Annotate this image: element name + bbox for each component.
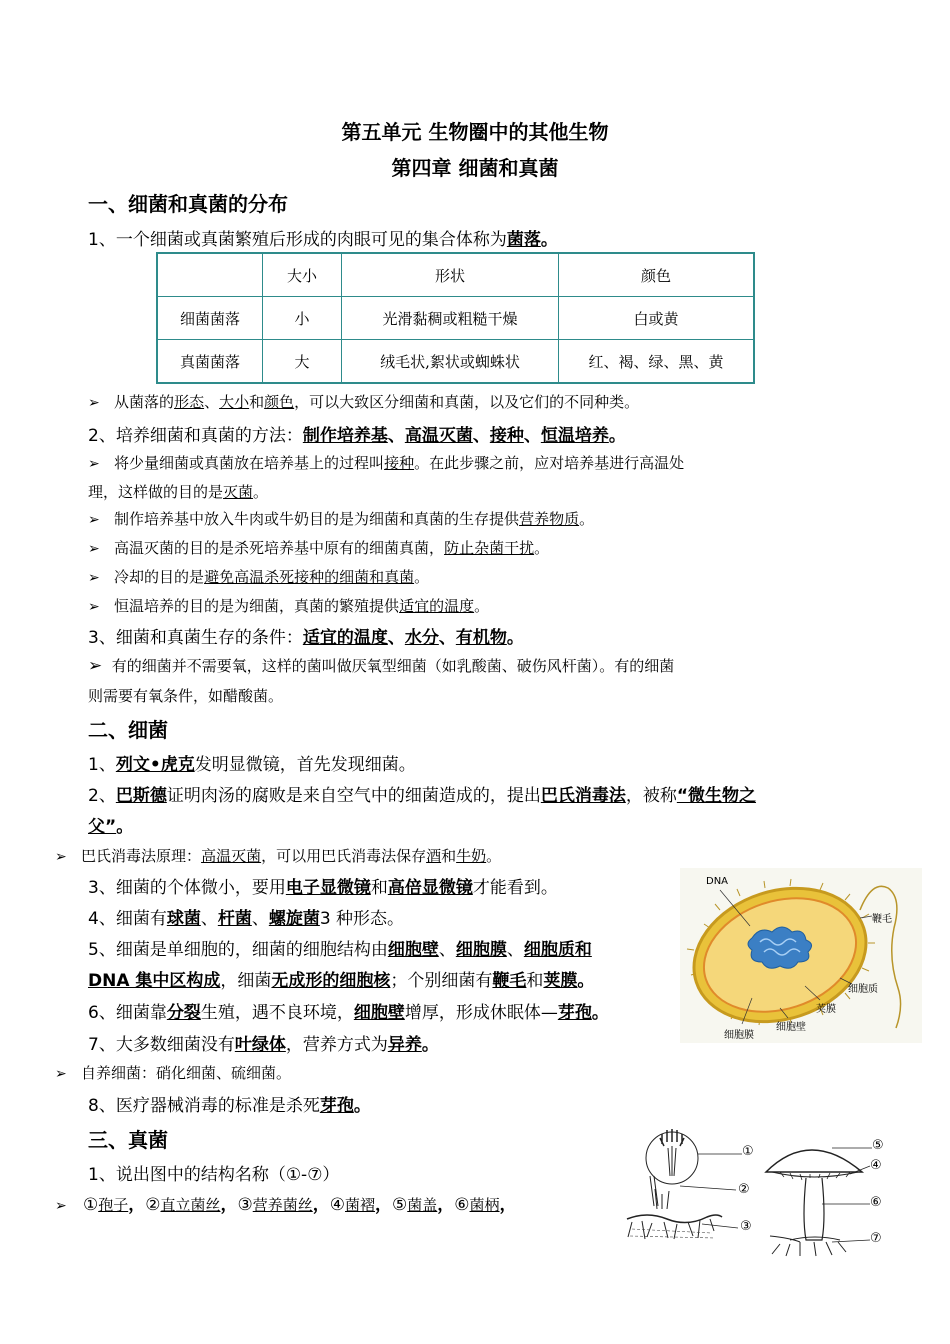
paragraph-shapes: 4、细菌有球菌、杆菌、螺旋菌3 种形态。 [88,909,405,929]
table-cell: 红、褐、绿、黑、黄 [559,340,755,384]
dna-region-shape [748,927,812,968]
paragraph-leeuwenhoek: 1、列文•虎克发明显微镜，首先发现细菌。 [88,755,416,775]
mushroom-label-5: ⑤ [872,1138,884,1153]
table-cell: 颜色 [559,253,755,297]
paragraph-nutrition: 7、大多数细菌没有叶绿体，营养方式为异养。 [88,1035,439,1055]
label-capsule: 荚膜 [816,1004,836,1015]
paragraph-reproduction: 6、细菌靠分裂生殖，遇不良环境，细胞壁增厚，形成休眠体—芽孢。 [88,1003,609,1023]
answer-structures: ➢ ①孢子，②直立菌丝，③营养菌丝，④菌褶，⑤菌盖，⑥菌柄， [55,1195,517,1215]
pointer-line-7 [832,1240,870,1242]
mold-label-3: ③ [740,1219,752,1234]
label-cytoplasm: 细胞质 [848,984,878,995]
sporangiophore-shape [668,1146,676,1176]
section-heading-distribution: 一、细菌和真菌的分布 [88,192,288,216]
mold-label-2: ② [738,1182,750,1197]
paragraph-name-structures: 1、说出图中的结构名称（①-⑦） [88,1165,340,1185]
pointer-line-3 [702,1224,738,1228]
table-cell: 大小 [263,253,342,297]
label-flagellum: 鞭毛 [872,914,892,925]
upright-hypha-line [650,1176,658,1206]
note-anaerobic: ➢ 有的细菌并不需要氧，这样的菌叫做厌氧型细菌（如乳酸菌、破伤风杆菌）。有的细菌 [88,656,675,676]
table-cell [157,253,263,297]
mold-structure-figure [622,1124,772,1254]
arrow-bullet-icon: ➢ [88,570,100,586]
table-cell: 真菌菌落 [157,340,263,384]
mold-label-1: ① [742,1144,754,1159]
arrow-bullet-icon: ➢ [88,541,100,557]
flagellum-shape [860,886,901,1028]
note-incubation: ➢ 恒温培养的目的是为细菌，真菌的繁殖提供适宜的温度。 [88,597,490,615]
pointer-line-2 [680,1186,736,1190]
table-row [157,340,754,384]
mushroom-label-4: ④ [870,1158,882,1173]
colony-table [156,252,755,384]
paragraph-microscope: 3、细菌的个体微小，要用电子显微镜和高倍显微镜才能看到。 [88,878,558,898]
arrow-bullet-icon: ➢ [55,849,67,865]
page-title: 第五单元 生物圈中的其他生物 [341,120,609,144]
note-sterilization: ➢ 高温灭菌的目的是杀死培养基中原有的细菌真菌，防止杂菌干扰。 [88,539,550,557]
mushroom-label-7: ⑦ [870,1231,882,1246]
arrow-bullet-icon: ➢ [88,456,100,472]
arrow-bullet-icon: ➢ [88,656,103,676]
table-row [157,297,754,340]
table-cell: 细菌菌落 [157,297,263,340]
table-cell: 白或黄 [559,297,755,340]
table-cell: 绒毛状,絮状或蜘蛛状 [342,340,559,384]
section-heading-bacteria: 二、细菌 [88,718,168,742]
arrow-bullet-icon: ➢ [88,512,100,528]
substrate-line [627,1215,722,1223]
table-cell: 大 [263,340,342,384]
note-anaerobic-cont: 则需要有氧条件，如醋酸菌。 [88,687,284,705]
mushroom-structure-figure [760,1132,890,1258]
arrow-bullet-icon: ➢ [88,599,100,615]
label-dna: DNA [706,876,729,887]
label-cell-membrane: 细胞膜 [724,1030,754,1041]
note-pasteurization: ➢ 巴氏消毒法原理：高温灭菌，可以用巴氏消毒法保存酒和牛奶。 [55,847,502,865]
table-cell: 形状 [342,253,559,297]
table-header-row [157,253,754,297]
cap-shape [766,1150,862,1172]
mushroom-label-6: ⑥ [870,1195,882,1210]
arrow-bullet-icon: ➢ [55,1198,67,1214]
paragraph-culture-method: 2、培养细菌和真菌的方法：制作培养基、高温灭菌、接种、恒温培养。 [88,426,626,446]
note-medium-nutrients: ➢ 制作培养基中放入牛肉或牛奶目的是为细菌和真菌的生存提供营养物质。 [88,510,595,528]
label-cell-wall: 细胞壁 [776,1022,806,1033]
chapter-title: 第四章 细菌和真菌 [391,156,559,180]
note-autotrophic: ➢ 自养细菌：硝化细菌、硫细菌。 [55,1064,292,1082]
flagellum-pointer-line [860,916,872,918]
spore-chain-shape [660,1129,684,1146]
paragraph-survival-conditions: 3、细菌和真菌生存的条件：适宜的温度、水分、有机物。 [88,628,524,648]
paragraph-pasteur-cont: 父”。 [88,817,134,837]
arrow-bullet-icon: ➢ [55,1066,67,1082]
section-heading-fungi: 三、真菌 [88,1128,168,1152]
table-cell: 小 [263,297,342,340]
bacteria-structure-figure [680,868,922,1043]
paragraph-disinfection: 8、医疗器械消毒的标准是杀死芽孢。 [88,1096,371,1116]
table-cell: 光滑黏稠或粗糙干燥 [342,297,559,340]
note-inoculation: ➢ 将少量细菌或真菌放在培养基上的过程叫接种。在此步骤之前，应对培养基进行高温处 [88,454,685,472]
paragraph-colony-def: 1、一个细菌或真菌繁殖后形成的肉眼可见的集合体称为菌落。 [88,230,558,250]
arrow-bullet-icon: ➢ [88,395,100,411]
paragraph-structure: 5、细菌是单细胞的，细菌的细胞结构由细胞壁、细胞膜、细胞质和 [88,940,592,960]
substrate-hatching [630,1229,715,1238]
bacteria-diagram [680,868,922,1043]
paragraph-structure-cont: DNA 集中区构成，细菌无成形的细胞核；个别细菌有鞭毛和荚膜。 [88,971,595,991]
stipe-shape [804,1178,824,1240]
note-colony-distinguish: ➢ 从菌落的形态、大小和颜色，可以大致区分细菌和真菌，以及它们的不同种类。 [88,393,640,411]
note-inoculation-cont: 理，这样做的目的是灭菌。 [88,483,269,501]
note-cooling: ➢ 冷却的目的是避免高温杀死接种的细菌和真菌。 [88,568,430,586]
paragraph-pasteur: 2、巴斯德证明肉汤的腐败是来自空气中的细菌造成的，提出巴氏消毒法，被称“微生物之 [88,786,757,806]
